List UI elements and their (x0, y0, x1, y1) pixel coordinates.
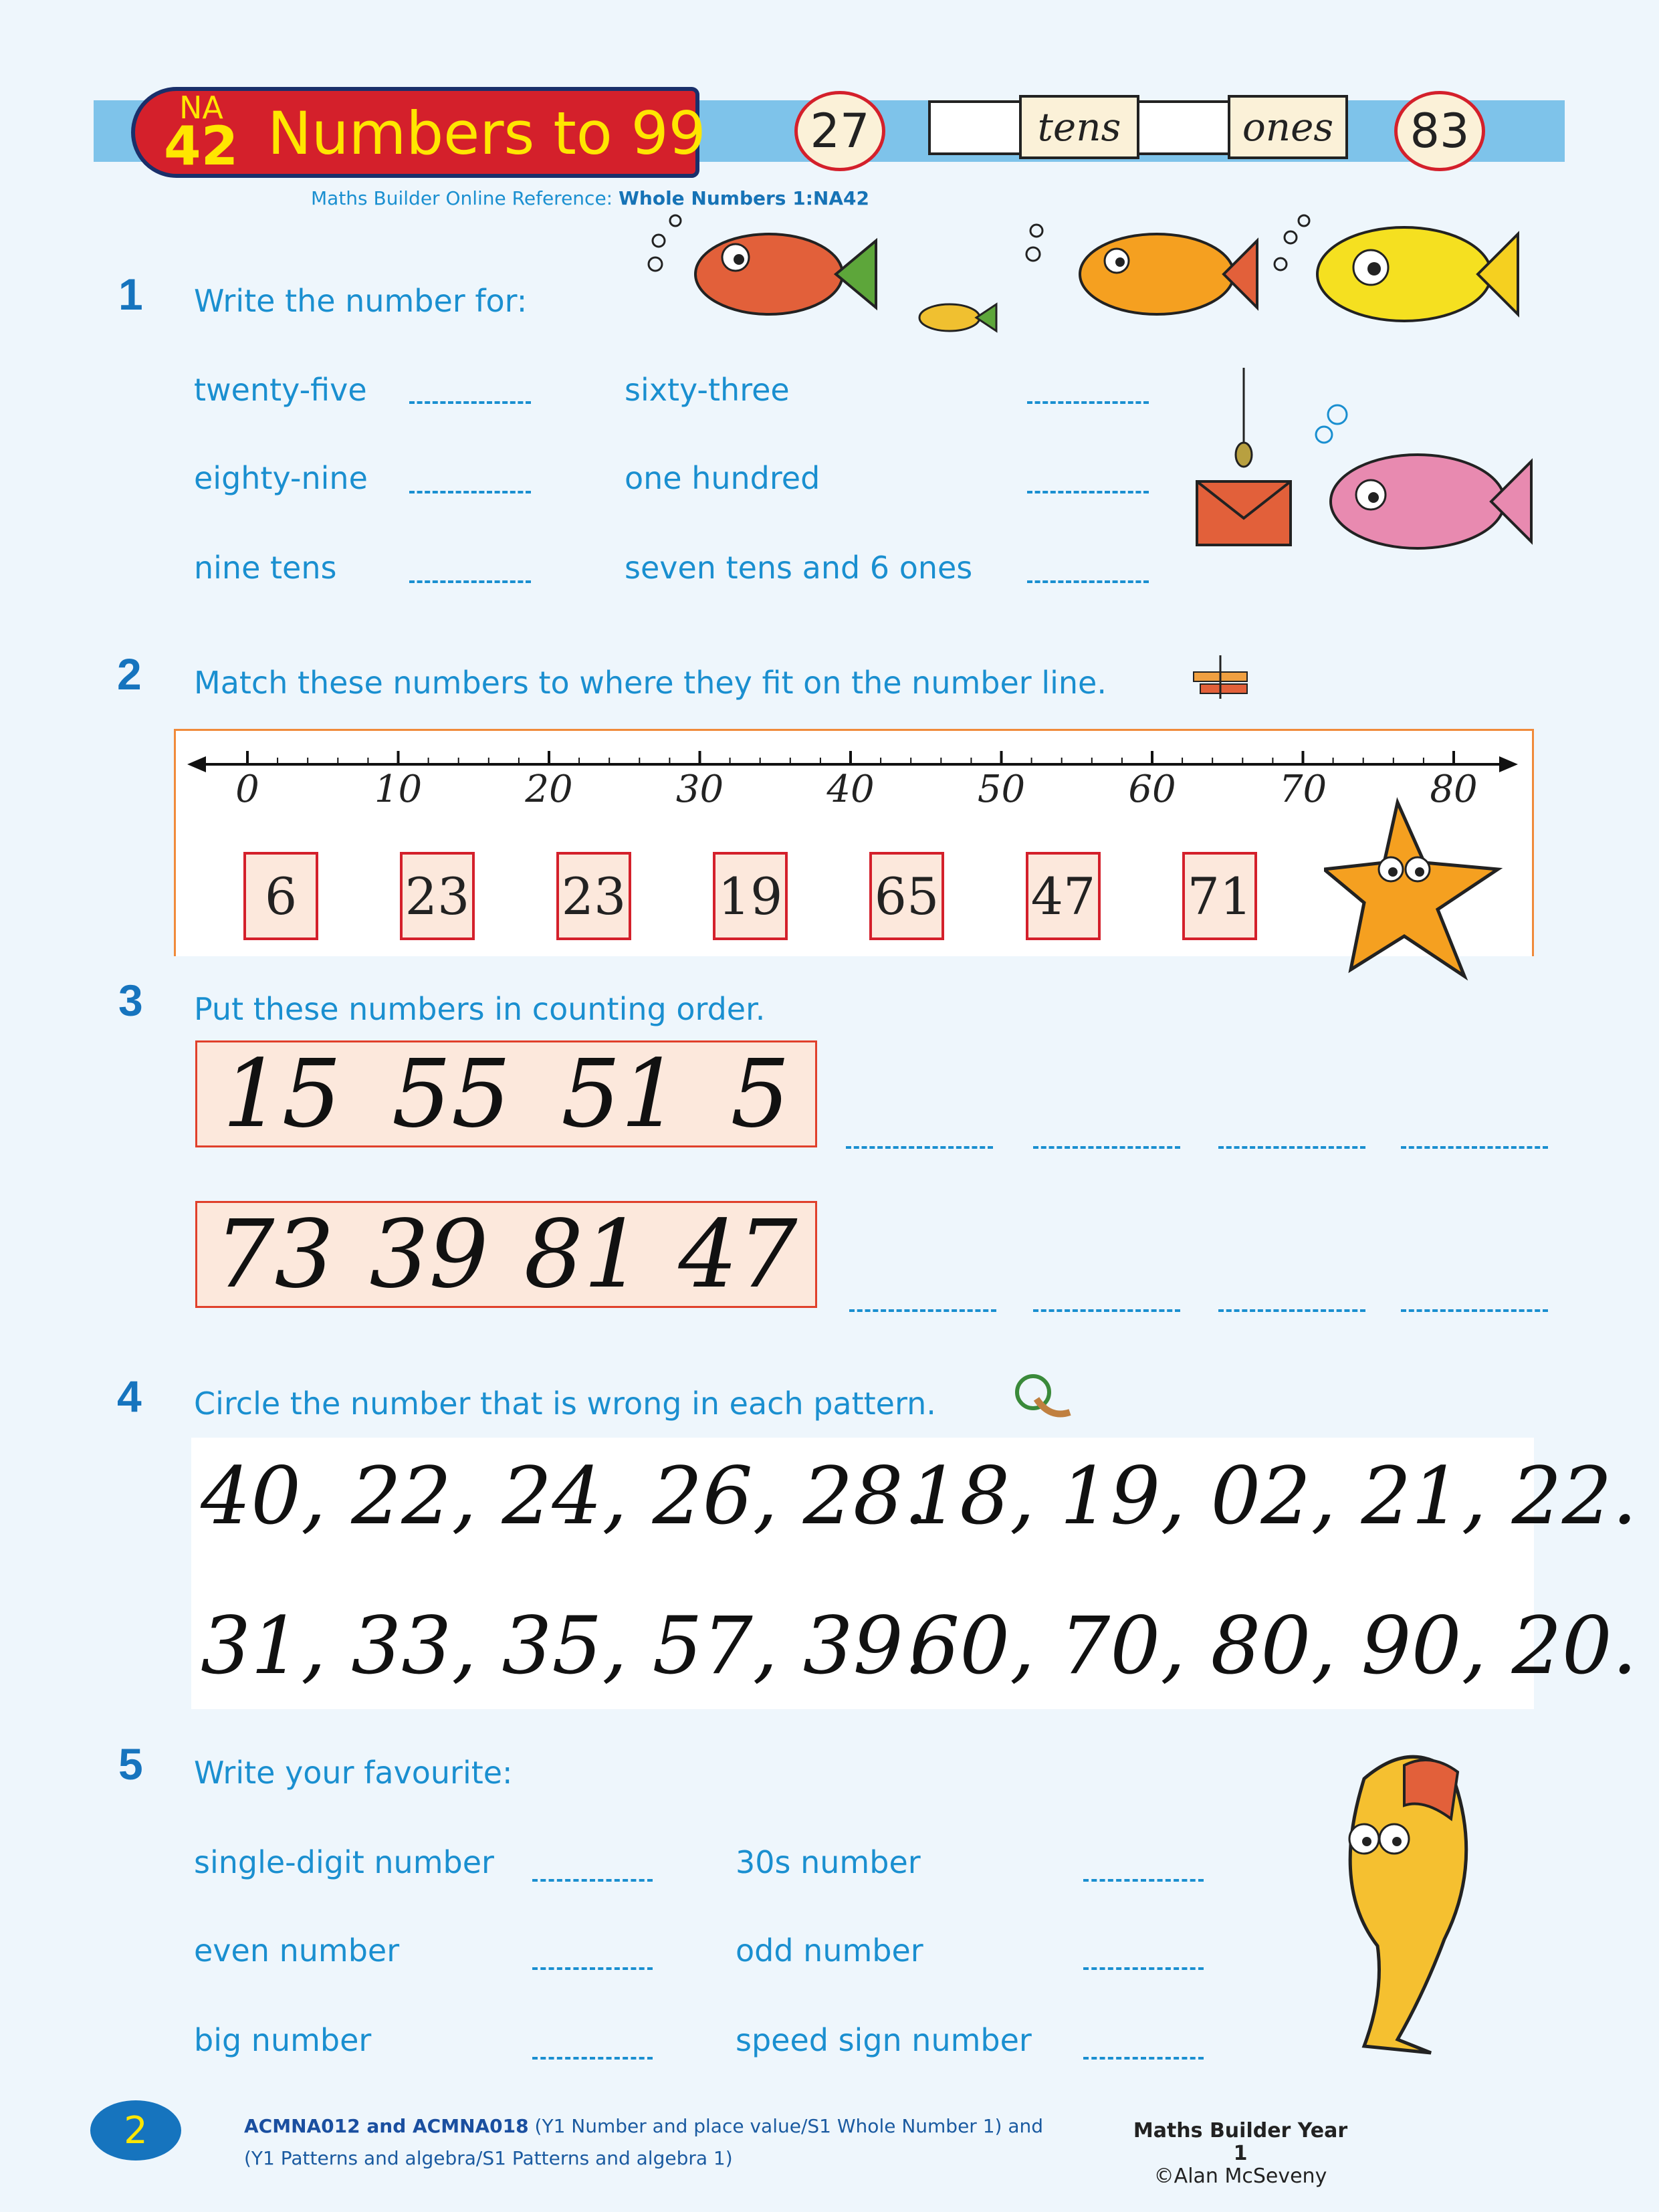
answer-blank[interactable] (846, 1145, 993, 1149)
q1-item-one-hundred: one hundred (625, 460, 820, 496)
online-reference: Maths Builder Online Reference: Whole Numbers 1:NA42 (311, 187, 869, 209)
answer-blank[interactable] (1218, 1308, 1365, 1312)
curriculum-line-1: ACMNA012 and ACMNA018 (Y1 Number and place value/S1 Whole Number 1) and (244, 2115, 1044, 2137)
answer-blank[interactable] (532, 2056, 653, 2060)
answer-blank[interactable] (1083, 1966, 1204, 1970)
match-number-box[interactable]: 6 (243, 852, 318, 940)
match-number-box[interactable]: 23 (400, 852, 475, 940)
answer-blank[interactable] (1083, 1878, 1204, 1882)
page-number: 2 (90, 2100, 181, 2161)
question-1-prompt: Write the number for: (194, 283, 528, 319)
lesson-number: 42 (164, 115, 239, 177)
set-number: 73 (215, 1200, 334, 1309)
red-fish-icon (695, 234, 876, 314)
q5-item-single-digit: single-digit number (194, 1844, 494, 1880)
set-number: 5 (730, 1039, 790, 1149)
starfish-illustration (1324, 789, 1525, 990)
answer-blank[interactable] (1033, 1308, 1180, 1312)
number-line-tick-label: 10 (374, 768, 423, 811)
number-line-tick-label: 80 (1430, 768, 1478, 811)
right-arrow-icon (1499, 756, 1518, 772)
pattern-4[interactable]: 60, 70, 80, 90, 20. (909, 1599, 1638, 1692)
answer-blank[interactable] (409, 400, 531, 404)
pattern-2[interactable]: 18, 19, 02, 21, 22. (909, 1450, 1638, 1542)
ones-label: ones (1228, 95, 1348, 159)
book-title: Maths Builder Year 1 (1133, 2119, 1348, 2165)
answer-blank[interactable] (1083, 2056, 1204, 2060)
q1-item-twenty-five: twenty-five (194, 372, 367, 408)
question-3-prompt: Put these numbers in counting order. (194, 991, 766, 1027)
worm-icon (1013, 1372, 1077, 1422)
q1-item-eighty-nine: eighty-nine (194, 460, 368, 496)
set-number: 15 (222, 1039, 342, 1149)
author: ©Alan McSeveny (1153, 2165, 1327, 2188)
striped-fish-icon (1316, 405, 1531, 548)
tens-label: tens (1019, 95, 1139, 159)
question-2-prompt: Match these numbers to where they fit on the number line. (194, 665, 1107, 701)
number-line-tick-label: 70 (1279, 768, 1327, 811)
book-credit (1130, 2120, 1351, 2188)
q5-item-big: big number (194, 2022, 372, 2058)
number-line-tick-label: 40 (826, 768, 875, 811)
pattern-3[interactable]: 31, 33, 35, 57, 39. (201, 1599, 929, 1692)
q1-item-nine-tens: nine tens (194, 550, 337, 586)
example-number-left: 27 (794, 91, 885, 171)
q5-item-even: even number (194, 1932, 400, 1969)
number-set-2 (195, 1201, 817, 1308)
q5-item-speed-sign: speed sign number (736, 2022, 1032, 2058)
answer-blank[interactable] (1401, 1145, 1548, 1149)
answer-blank[interactable] (532, 1878, 653, 1882)
answer-blank[interactable] (1027, 400, 1149, 404)
orange-fish-icon (1080, 234, 1257, 314)
number-set-1 (195, 1040, 817, 1147)
q5-item-odd: odd number (736, 1932, 923, 1969)
number-line-tick-label: 30 (675, 768, 724, 811)
answer-blank[interactable] (1218, 1145, 1365, 1149)
answer-blank[interactable] (1027, 579, 1149, 583)
match-number-box[interactable]: 47 (1026, 852, 1101, 940)
set-number: 81 (524, 1200, 643, 1309)
match-number-box[interactable]: 71 (1182, 852, 1257, 940)
answer-blank[interactable] (1033, 1145, 1180, 1149)
set-number: 55 (391, 1039, 511, 1149)
curriculum-codes (244, 2110, 1043, 2175)
question-number-5: 5 (118, 1739, 143, 1789)
fish-illustration-row (635, 201, 1531, 354)
question-number-2: 2 (117, 649, 142, 699)
page-title: Numbers to 99 (267, 99, 706, 168)
answer-blank[interactable] (1027, 489, 1149, 493)
number-line-tick-label: 20 (525, 768, 573, 811)
yellow-fish-icon (1317, 227, 1518, 321)
answer-blank[interactable] (849, 1308, 996, 1312)
question-number-3: 3 (118, 976, 143, 1025)
q1-item-sixty-three: sixty-three (625, 372, 790, 408)
curriculum-line-2: (Y1 Patterns and algebra/S1 Patterns and algebra 1) (244, 2147, 733, 2169)
question-number-1: 1 (118, 269, 143, 319)
envelope-icon (1197, 481, 1291, 545)
match-number-box[interactable]: 19 (713, 852, 788, 940)
answer-blank[interactable] (409, 489, 531, 493)
signpost-icon (1187, 652, 1254, 702)
small-fish-icon (919, 304, 996, 331)
strand-label: NA (179, 90, 223, 126)
set-number: 39 (369, 1200, 489, 1309)
fishing-line-icon (1236, 368, 1252, 467)
match-number-box[interactable]: 65 (869, 852, 944, 940)
question-4-prompt: Circle the number that is wrong in each pattern. (194, 1386, 936, 1422)
question-number-4: 4 (117, 1371, 142, 1421)
ones-answer-box (1137, 100, 1230, 155)
q5-item-30s: 30s number (736, 1844, 921, 1880)
thinking-fish-illustration (1324, 1725, 1498, 2060)
question-5-prompt: Write your favourite: (194, 1755, 513, 1791)
match-number-box[interactable]: 23 (556, 852, 631, 940)
fish-and-envelope-illustration (1190, 361, 1538, 575)
number-line-tick-label: 50 (977, 768, 1026, 811)
left-arrow-icon (187, 756, 206, 772)
tens-answer-box (928, 100, 1022, 155)
answer-blank[interactable] (532, 1966, 653, 1970)
example-number-right: 83 (1394, 91, 1485, 171)
number-line-tick-label: 0 (235, 768, 259, 811)
q1-item-seven-tens-six-ones: seven tens and 6 ones (625, 550, 973, 586)
number-line-tick-label: 60 (1128, 768, 1176, 811)
answer-blank[interactable] (1401, 1308, 1548, 1312)
pattern-1[interactable]: 40, 22, 24, 26, 28. (201, 1450, 929, 1542)
answer-blank[interactable] (409, 579, 531, 583)
set-number: 51 (561, 1039, 681, 1149)
set-number: 47 (678, 1200, 798, 1309)
